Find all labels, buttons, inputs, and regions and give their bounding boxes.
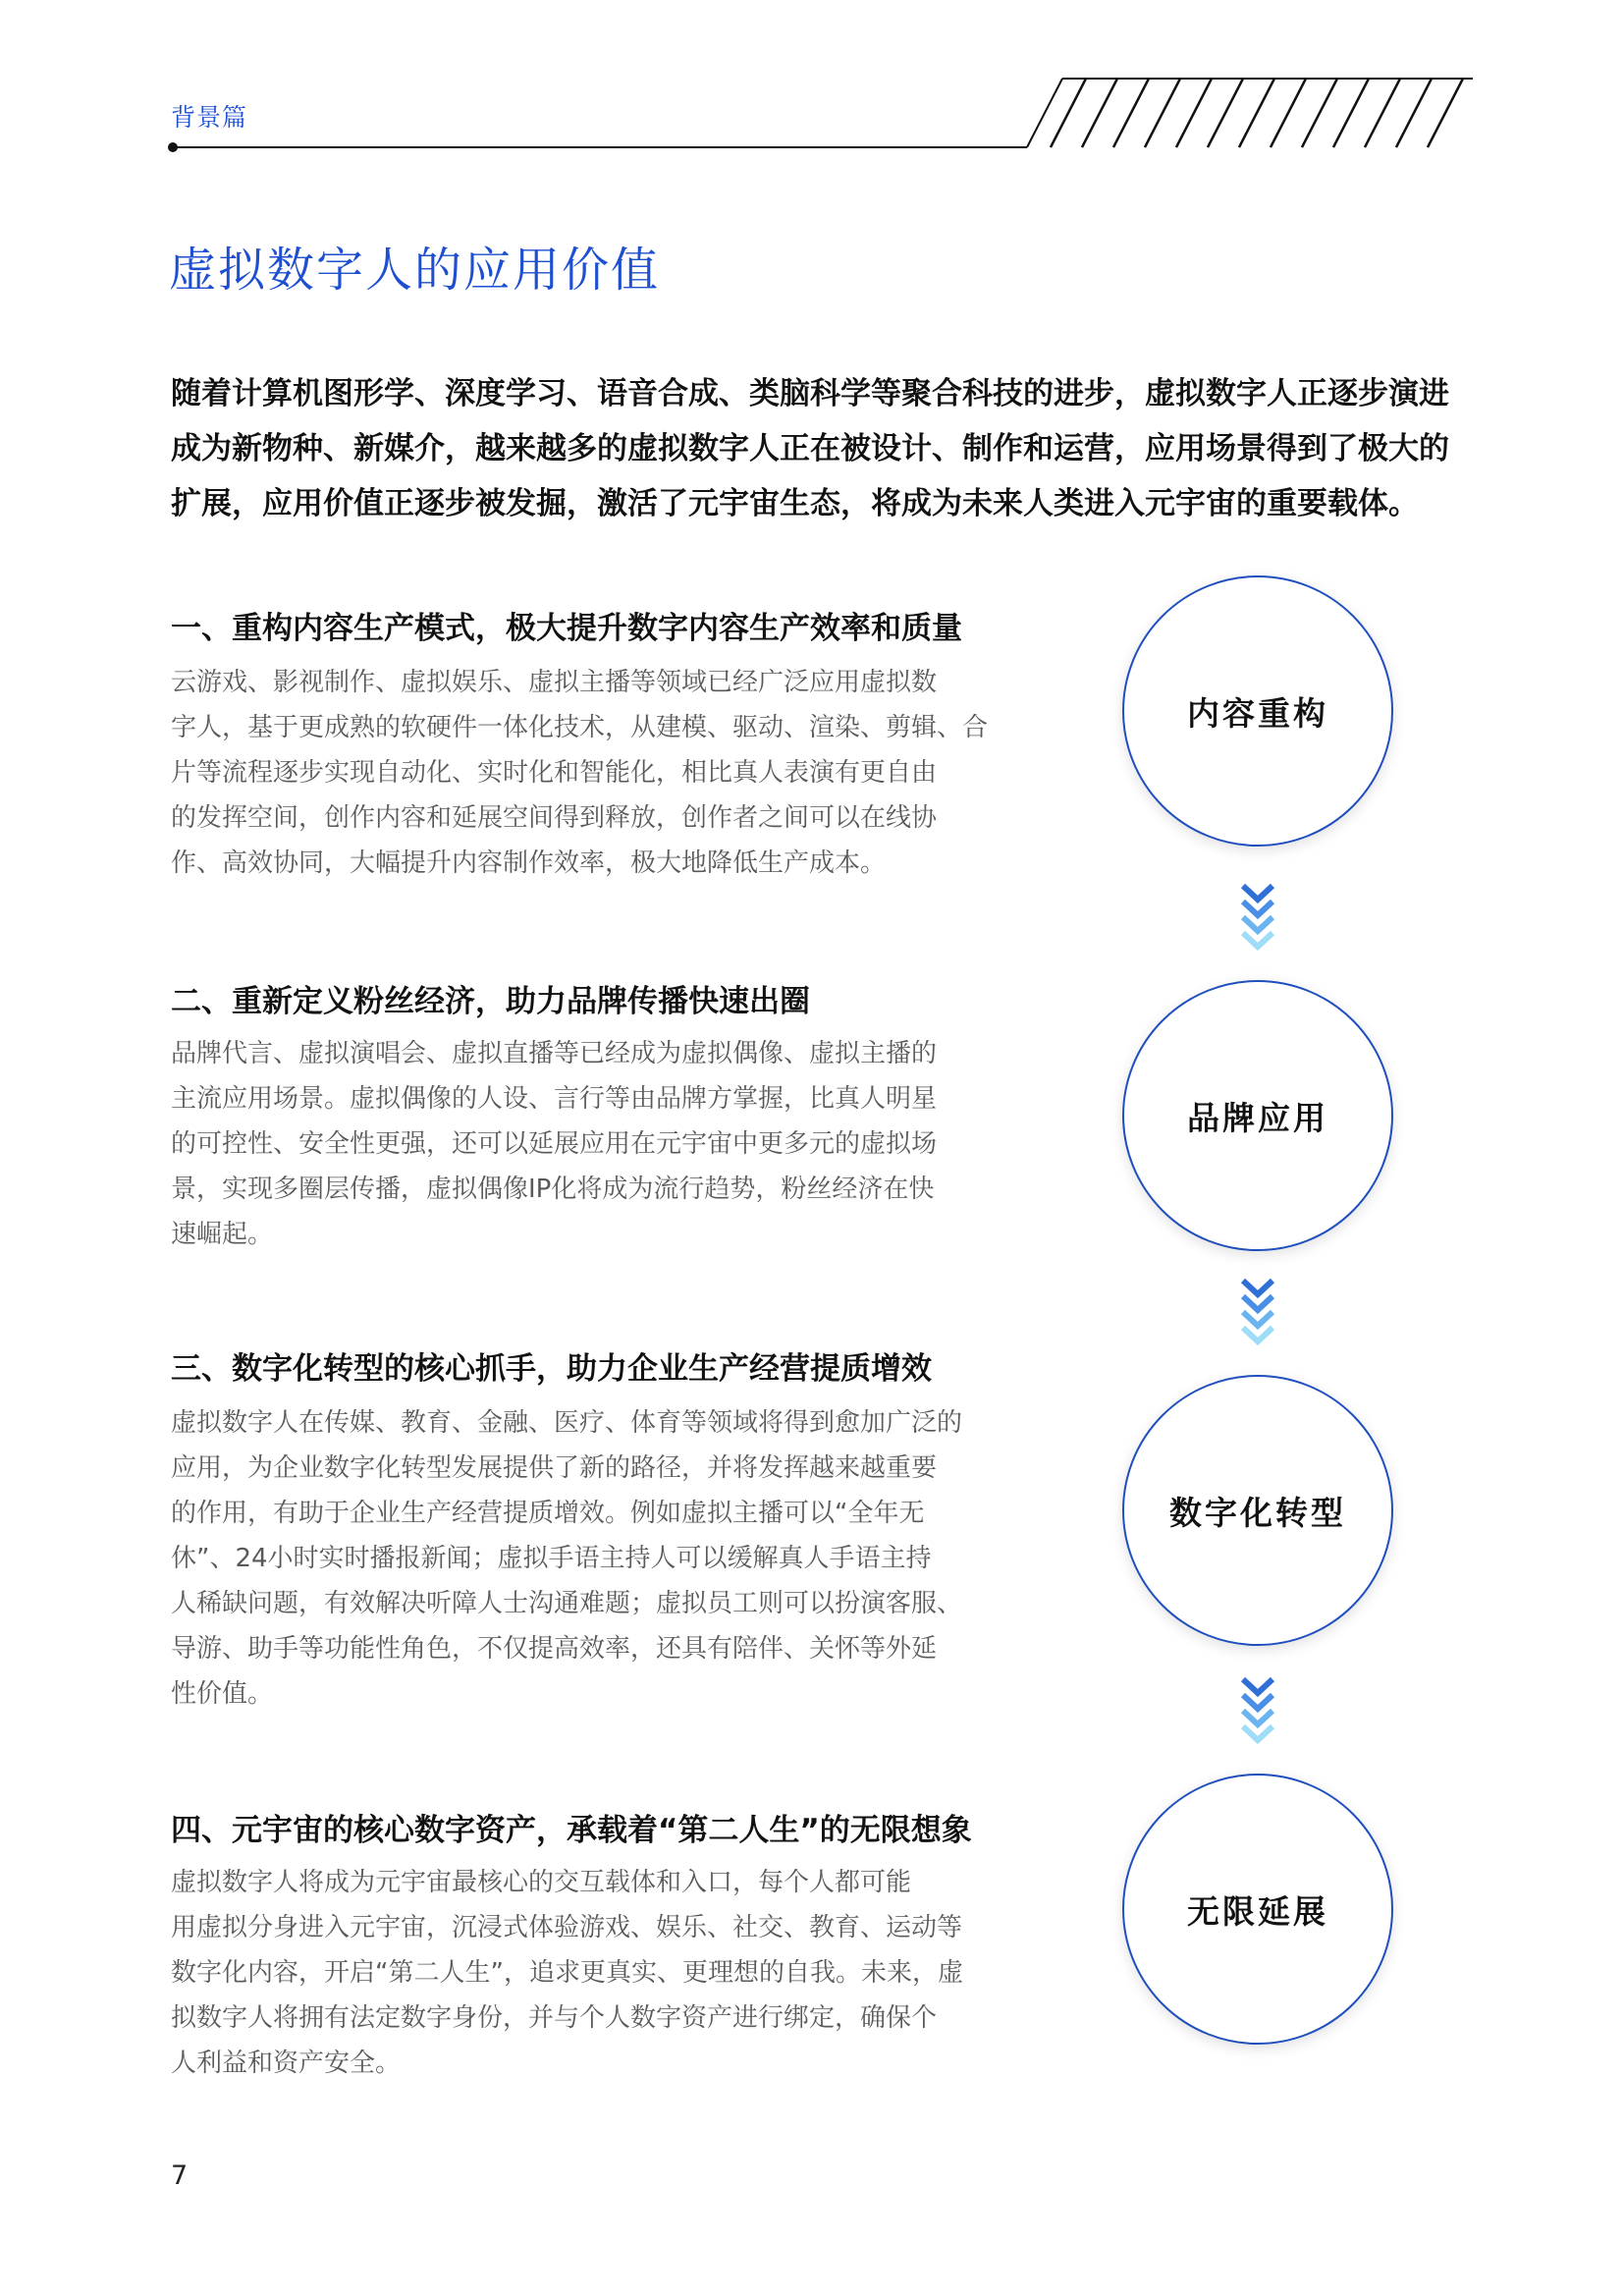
item-4-body (171, 1860, 986, 2086)
body-line: 用虚拟分身进入元宇宙，沉浸式体验游戏、娱乐、社交、教育、运动等 (171, 1913, 963, 1942)
body-line: 导游、助手等功能性角色，不仅提高效率，还具有陪伴、关怀等外延 (171, 1634, 938, 1664)
flow-step-label: 数字化转型 (1169, 1493, 1346, 1532)
intro-line: 扩展，应用价值正逐步被发掘，激活了元宇宙生态，将成为未来人类进入元宇宙的重要载体。 (171, 486, 1419, 521)
intro-line: 成为新物种、新媒介，越来越多的虚拟数字人正在被设计、制作和运营，应用场景得到了极大的 (171, 431, 1449, 466)
body-line: 作、高效协同，大幅提升内容制作效率，极大地降低生产成本。 (171, 848, 887, 878)
body-line: 速崛起。 (171, 1220, 274, 1249)
flow-step-label: 无限延展 (1187, 1891, 1328, 1931)
item-1-title: 一、重构内容生产模式，极大提升数字内容生产效率和质量 (171, 611, 962, 646)
body-line: 品牌代言、虚拟演唱会、虚拟直播等已经成为虚拟偶像、虚拟主播的 (171, 1039, 938, 1068)
body-line: 休”、24小时实时播报新闻；虚拟手语主持人可以缓解真人手语主持 (171, 1544, 932, 1573)
intro-paragraph (171, 366, 1477, 531)
flow-step-label: 内容重构 (1187, 693, 1328, 733)
body-line: 的可控性、安全性更强，还可以延展应用在元宇宙中更多元的虚拟场 (171, 1129, 938, 1159)
body-line: 数字化内容，开启“第二人生”，追求更真实、更理想的自我。未来，虚 (171, 1958, 963, 1988)
body-line: 拟数字人将拥有法定数字身份，并与个人数字资产进行绑定，确保个 (171, 2003, 938, 2033)
body-line: 虚拟数字人在传媒、教育、金融、医疗、体育等领域将得到愈加广泛的 (171, 1408, 963, 1438)
chevron-down-icon (1239, 1675, 1276, 1746)
item-2-title: 二、重新定义粉丝经济，助力品牌传播快速出圈 (171, 984, 810, 1019)
item-2-body (171, 1031, 986, 1257)
item-1-body (171, 660, 989, 886)
body-line: 片等流程逐步实现自动化、实时化和智能化，相比真人表演有更自由 (171, 758, 938, 788)
section-tag: 背景篇 (171, 103, 248, 132)
body-line: 虚拟数字人将成为元宇宙最核心的交互载体和入口，每个人都可能 (171, 1868, 912, 1897)
body-line: 字人，基于更成熟的软硬件一体化技术，从建模、驱动、渲染、剪辑、合 (171, 713, 989, 742)
flow-step-label: 品牌应用 (1187, 1098, 1328, 1137)
chevron-down-icon (1239, 882, 1276, 953)
body-line: 的作用，有助于企业生产经营提质增效。例如虚拟主播可以“全年无 (171, 1499, 925, 1528)
body-line: 景，实现多圈层传播，虚拟偶像IP化将成为流行趋势，粉丝经济在快 (171, 1175, 935, 1204)
item-3-body (171, 1400, 986, 1717)
item-4-title: 四、元宇宙的核心数字资产，承载着“第二人生”的无限想象 (171, 1813, 972, 1848)
page-title: 虚拟数字人的应用价值 (169, 243, 661, 298)
body-line: 主流应用场景。虚拟偶像的人设、言行等由品牌方掌握，比真人明星 (171, 1084, 938, 1114)
page-number: 7 (171, 2160, 189, 2191)
intro-line: 随着计算机图形学、深度学习、语音合成、类脑科学等聚合科技的进步，虚拟数字人正逐步演进 (171, 376, 1449, 411)
body-line: 应用，为企业数字化转型发展提供了新的路径，并将发挥越来越重要 (171, 1453, 938, 1483)
flow-step-brand-application (1122, 980, 1393, 1251)
body-line: 性价值。 (171, 1679, 274, 1709)
body-line: 的发挥空间，创作内容和延展空间得到释放，创作者之间可以在线协 (171, 803, 938, 833)
flow-step-content-restructure (1122, 575, 1393, 847)
header-hatch (1051, 79, 1463, 147)
flow-step-digital-transformation (1122, 1375, 1393, 1646)
chevron-down-icon (1239, 1277, 1276, 1347)
body-line: 人稀缺问题，有效解决听障人士沟通难题；虚拟员工则可以扮演客服、 (171, 1589, 963, 1618)
body-line: 云游戏、影视制作、虚拟娱乐、虚拟主播等领域已经广泛应用虚拟数 (171, 668, 938, 697)
body-line: 人利益和资产安全。 (171, 2049, 402, 2078)
header-decoration (0, 0, 1623, 167)
item-3-title: 三、数字化转型的核心抓手，助力企业生产经营提质增效 (171, 1351, 932, 1387)
flow-step-infinite-extension (1122, 1774, 1393, 2045)
